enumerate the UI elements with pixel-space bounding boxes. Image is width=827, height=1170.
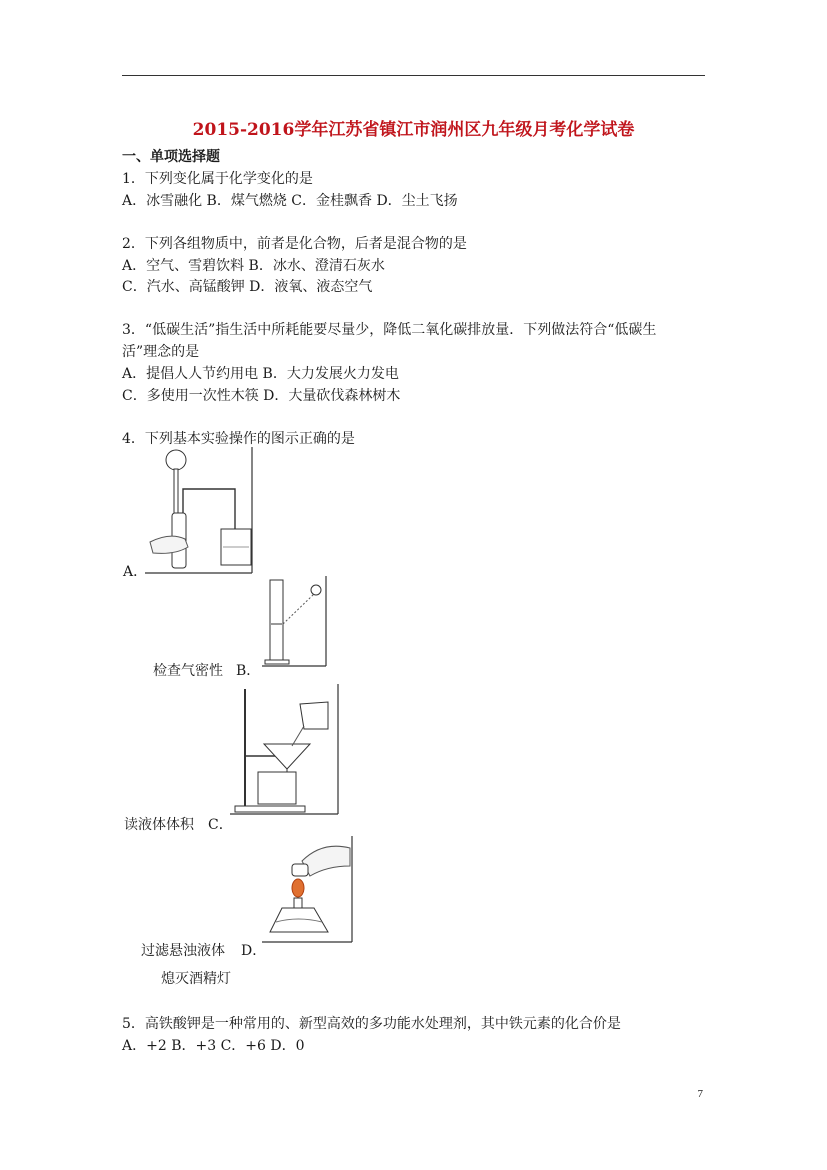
q4-stem: 4．下列基本实验操作的图示正确的是 (122, 431, 355, 447)
q3-options-2: C．多使用一次性木筷 D．大量砍伐森林树木 (122, 388, 401, 404)
figure-a-airtightness (145, 447, 253, 575)
section-heading: 一、单项选择题 (122, 149, 220, 165)
option-c-caption: 过滤悬浊液体 (141, 943, 225, 959)
option-c-label: C． (208, 817, 233, 833)
q5-stem: 5．高铁酸钾是一种常用的、新型高效的多功能水处理剂，其中铁元素的化合价是 (122, 1016, 621, 1032)
q5-options: A．+2 B．+3 C．+6 D．0 (122, 1038, 305, 1054)
option-d-caption: 熄灭酒精灯 (161, 971, 231, 987)
header-rule (122, 75, 705, 76)
figure-c-filtration (230, 684, 340, 816)
option-b-caption: 读液体体积 (124, 817, 194, 833)
q3-stem: 3．“低碳生活”指生活中所耗能要尽量少，降低二氧化碳排放量．下列做法符合“低碳生 (122, 322, 657, 338)
q3-options-1: A．提倡人人节约用电 B．大力发展火力发电 (122, 366, 399, 382)
figure-d-alcohol-lamp (262, 836, 354, 944)
q3-stem-cont: 活”理念的是 (122, 344, 200, 360)
q2-options-2: C．汽水、高锰酸钾 D．液氧、液态空气 (122, 279, 373, 295)
option-a-caption: 检查气密性 (153, 663, 223, 679)
page-title: 2015-2016学年江苏省镇江市润州区九年级月考化学试卷 (192, 120, 635, 140)
q1-stem: 1．下列变化属于化学变化的是 (122, 171, 313, 187)
q2-options-1: A．空气、雪碧饮料 B．冰水、澄清石灰水 (122, 258, 385, 274)
q1-options: A．冰雪融化 B．煤气燃烧 C．金桂飘香 D．尘土飞扬 (122, 193, 458, 209)
option-d-label: D． (241, 943, 267, 959)
q2-stem: 2．下列各组物质中，前者是化合物，后者是混合物的是 (122, 236, 467, 252)
figure-b-volume-reading (262, 576, 328, 668)
option-a-label: A． (123, 564, 148, 580)
option-b-label: B． (236, 663, 261, 679)
page-number: 7 (697, 1088, 703, 1100)
